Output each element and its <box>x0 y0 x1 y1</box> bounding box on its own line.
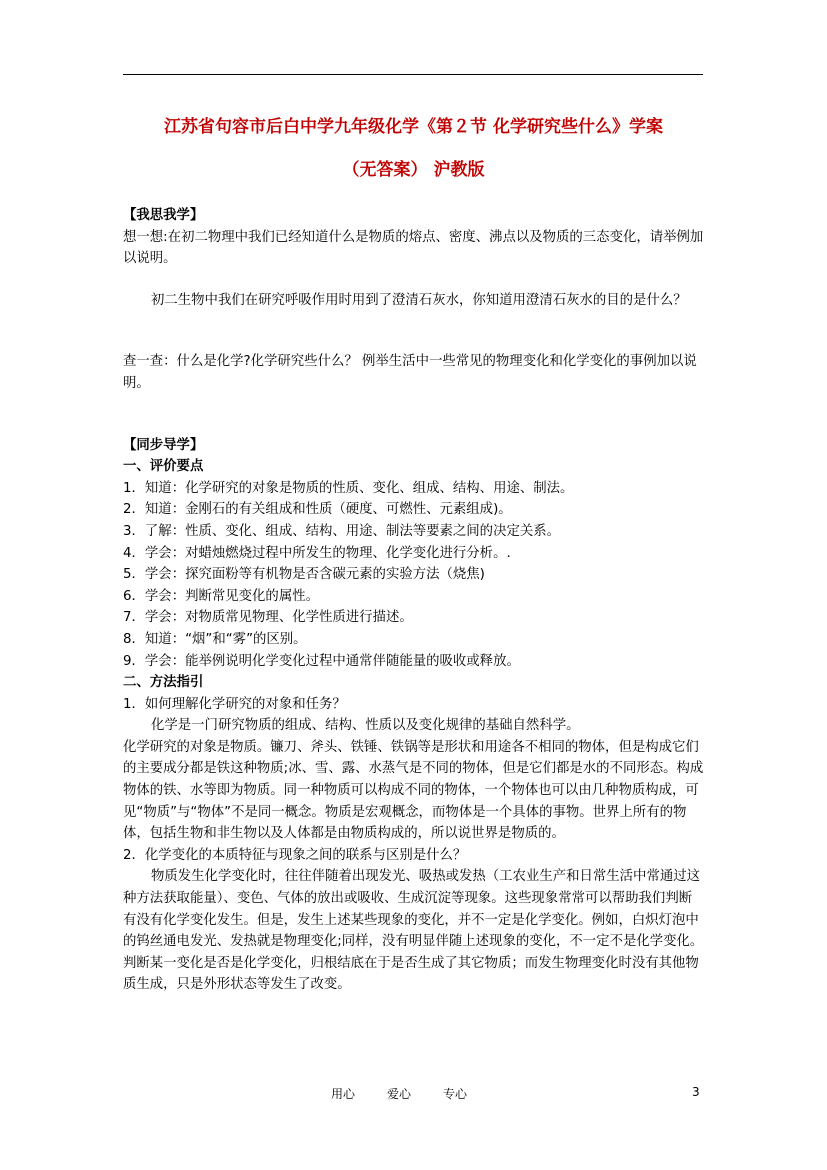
answer-1-body: 化学研究的对象是物质。镰刀、斧头、铁锤、铁锅等是形状和用途各不相同的物体，但是构成它们的主要成分都是铁这种物质;冰、雪、露、水蒸气是不同的物体，但是它们都是水的不同形态。构成物体的铁、水等即为物质。同一种物质可以构成不同的物体，一个物体也可以由几种物质构成，可见“物质”与“物体”不是同一概念。物质是宏观概念，而物体是一个具体的事物。世界上所有的物体，包括生物和非生物以及人体都是由物质构成的，所以说世界是物质的。 <box>123 739 704 842</box>
section-heading-think: 【我思我学】 <box>123 208 204 223</box>
list-item: 7．学会：对物质常见物理、化学性质进行描述。 <box>123 610 413 626</box>
document-body <box>123 205 705 996</box>
answer-2-body: 物质发生化学变化时，往往伴随着出现发光、吸热或发热（工农业生产和日常生活中常通过这种方法获取能量）、变色、气体的放出或吸收、生成沉淀等现象。这些现象常常可以帮助我们判断有没有化学变化发生。但是，发生上述某些现象的变化，并不一定是化学变化。例如，白炽灯泡中的钨丝通电发光、发热就是物理变化;同样，没有明显伴随上述现象的变化，不一定不是化学变化。判断某一变化是否是化学变化，归根结底在于是否生成了其它物质；而发生物理变化时没有其他物质生成，只是外形状态等发生了改变。 <box>123 869 704 993</box>
answer-1-intro: 化学是一门研究物质的组成、结构、性质以及变化规律的基础自然科学。 <box>151 718 580 734</box>
question-1: 1．如何理解化学研究的对象和任务？ <box>123 696 346 712</box>
list-item: 6．学会：判断常见变化的属性。 <box>123 588 319 604</box>
list-item: 4．学会：对蜡烛燃烧过程中所发生的物理、化学变化进行分析。. <box>123 545 511 561</box>
document-title: 江苏省句容市后白中学九年级化学《第２节 化学研究些什么》学案 <box>164 117 663 137</box>
footer-motto-1: 用心 <box>331 1087 356 1101</box>
page-number: 3 <box>692 1085 700 1099</box>
question-2: 2．化学变化的本质特征与现象之间的联系与区别是什么？ <box>123 847 467 863</box>
list-item: 3．了解：性质、变化、组成、结构、用途、制法等要素之间的决定关系。 <box>123 523 561 539</box>
list-item: 2．知道：金刚石的有关组成和性质（硬度、可燃性、元素组成)。 <box>123 502 512 518</box>
header-rule <box>123 74 703 75</box>
footer-motto-3: 专心 <box>443 1087 468 1101</box>
footer-motto-2: 爱心 <box>387 1087 412 1101</box>
section-heading-guide: 【同步导学】 <box>123 437 204 453</box>
list-item: 1．知道：化学研究的对象是物质的性质、变化、组成、结构、用途、制法。 <box>123 480 574 496</box>
subheading-evaluation: 一、评价要点 <box>123 459 204 475</box>
paragraph-think: 想一想:在初二物理中我们已经知道什么是物质的熔点、密度、沸点以及物质的三态变化，请举例加以说明。 <box>123 229 704 267</box>
paragraph-check: 查一查：什么是化学?化学研究些什么？ 例举生活中一些常见的物理变化和化学变化的事例加以说明。 <box>123 354 697 391</box>
list-item: 9．学会：能举例说明化学变化过程中通常伴随能量的吸收或释放。 <box>123 653 520 669</box>
list-item: 5．学会：探究面粉等有机物是否含碳元素的实验方法（烧焦) <box>123 567 485 583</box>
document-subtitle: （无答案） 沪教版 <box>342 160 485 180</box>
list-item: 8．知道：“烟”和“雾”的区别。 <box>123 631 307 647</box>
subheading-method: 二、方法指引 <box>123 675 204 691</box>
paragraph-biology: 初二生物中我们在研究呼吸作用时用到了澄清石灰水，你知道用澄清石灰水的目的是什么？ <box>151 292 687 308</box>
